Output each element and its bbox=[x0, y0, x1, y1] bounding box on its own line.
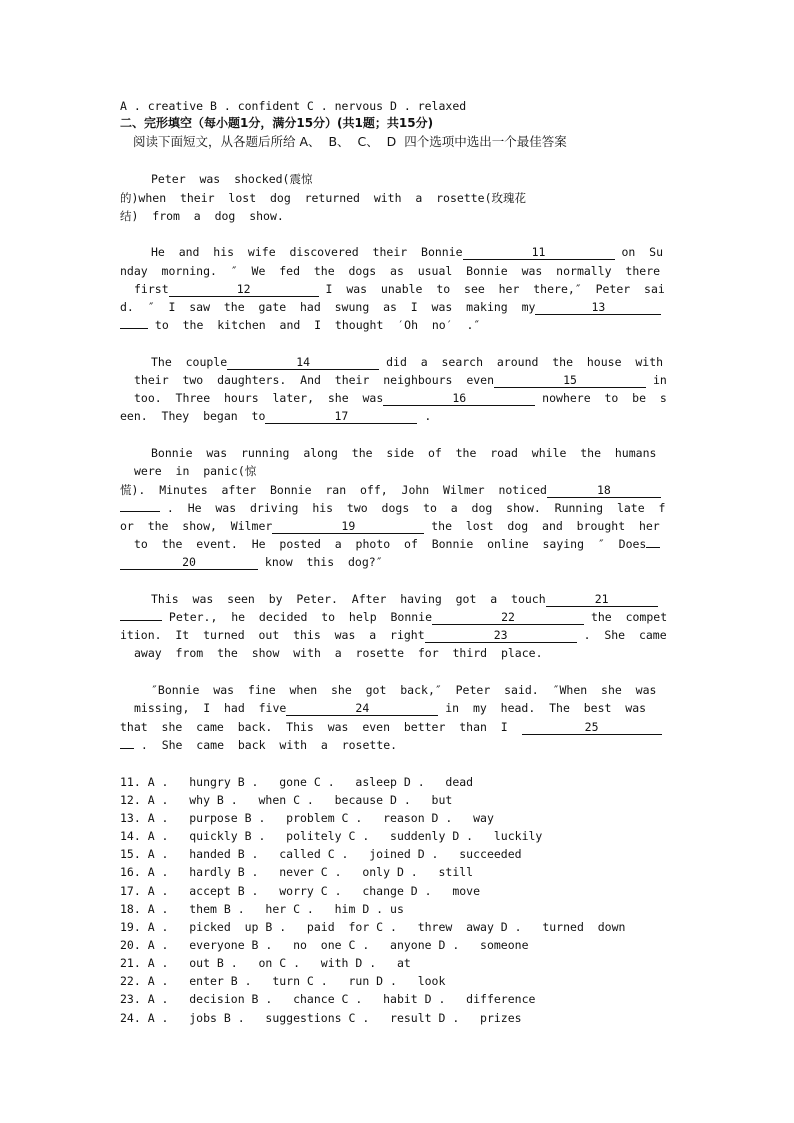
passage-text: een. They began to bbox=[120, 409, 266, 423]
blank-16[interactable]: 16 bbox=[383, 391, 535, 406]
passage-line bbox=[151, 244, 663, 260]
option-row-13: 13. A . purpose B . problem C . reason D . way bbox=[120, 811, 494, 825]
passage-line bbox=[120, 518, 660, 534]
blank-14[interactable]: 14 bbox=[227, 355, 379, 370]
passage-text: . He was driving his two dogs to a dog show. Running late f bbox=[160, 501, 666, 515]
passage-text: the lost dog and brought her bbox=[424, 519, 660, 533]
passage-text: too. Three hours later, she was bbox=[134, 391, 384, 405]
option-row-23: 23. A . decision B . chance C . habit D . difference bbox=[120, 992, 536, 1006]
passage-line bbox=[134, 390, 667, 406]
passage-text: in my head. The best was bbox=[438, 701, 647, 715]
passage-text: the compet bbox=[584, 610, 668, 624]
passage-line bbox=[120, 554, 383, 570]
blank-25-continued[interactable] bbox=[120, 748, 134, 749]
blank-18-continued[interactable] bbox=[120, 511, 160, 512]
blank-18[interactable]: 18 bbox=[547, 483, 661, 498]
passage-text: first bbox=[134, 282, 169, 296]
passage-text: . bbox=[417, 409, 432, 423]
blank-21-continued[interactable] bbox=[120, 620, 162, 621]
passage-text: or the show, Wilmer bbox=[120, 519, 273, 533]
passage-line: were in panic(惊 bbox=[134, 464, 257, 478]
blank-20[interactable]: 20 bbox=[120, 555, 258, 570]
blank-17[interactable]: 17 bbox=[265, 409, 417, 424]
option-row-17: 17. A . accept B . worry C . change D . move bbox=[120, 884, 481, 898]
passage-line bbox=[151, 354, 663, 370]
option-row-21: 21. A . out B . on C . with D . at bbox=[120, 956, 411, 970]
passage-line bbox=[134, 372, 667, 388]
option-row-14: 14. A . quickly B . politely C . suddenly D . luckily bbox=[120, 829, 543, 843]
passage-text: on Su bbox=[614, 245, 664, 259]
option-row-15: 15. A . handed B . called C . joined D . succeeded bbox=[120, 847, 522, 861]
passage-text: did a search around the house with bbox=[379, 355, 664, 369]
passage-line bbox=[120, 719, 662, 735]
passage-line: Peter was shocked(震惊 bbox=[151, 172, 313, 186]
passage-text: 慌). Minutes after Bonnie ran off, John Wilmer noticed bbox=[120, 483, 547, 497]
option-row-11: 11. A . hungry B . gone C . asleep D . dead bbox=[120, 775, 474, 789]
passage-text: know this dog?″ bbox=[258, 555, 383, 569]
passage-text: . She came back with a rosette. bbox=[134, 738, 398, 752]
blank-13-continued[interactable] bbox=[120, 328, 148, 329]
section-instruction: 阅读下面短文，从各题后所给 A、 B、 C、 D 四个选项中选出一个最佳答案 bbox=[133, 134, 567, 149]
option-row-22: 22. A . enter B . turn C . run D . look bbox=[120, 974, 446, 988]
passage-line bbox=[120, 609, 667, 625]
passage-line: away from the show with a rosette for third place. bbox=[134, 646, 543, 660]
passage-text: The couple bbox=[151, 355, 228, 369]
passage-line: 结) from a dog show. bbox=[120, 209, 284, 223]
passage-text: that she came back. This was even better than I bbox=[120, 720, 522, 734]
blank-15[interactable]: 15 bbox=[494, 373, 646, 388]
passage-text: I was unable to see her there,″ Peter sai bbox=[318, 282, 665, 296]
passage-line bbox=[120, 737, 397, 753]
option-row-19: 19. A . picked up B . paid for C . threw away D . turned down bbox=[120, 920, 626, 934]
passage-text: This was seen by Peter. After having got a touch bbox=[151, 592, 546, 606]
passage-text: to the event. He posted a photo of Bonnie online saying ″ Does bbox=[134, 537, 647, 551]
passage-text: Peter., he decided to help Bonnie bbox=[162, 610, 433, 624]
option-row-24: 24. A . jobs B . suggestions C . result D . prizes bbox=[120, 1011, 522, 1025]
passage-line: 的)when their lost dog returned with a rosette(玫瑰花 bbox=[120, 191, 527, 205]
passage-line bbox=[134, 281, 665, 297]
blank-25[interactable]: 25 bbox=[522, 720, 662, 735]
passage-line bbox=[120, 299, 661, 315]
passage-line bbox=[120, 627, 667, 643]
blank-21[interactable]: 21 bbox=[546, 592, 658, 607]
passage-line bbox=[120, 408, 431, 424]
passage-line bbox=[134, 536, 660, 552]
blank-22[interactable]: 22 bbox=[432, 610, 584, 625]
option-row-20: 20. A . everyone B . no one C . anyone D . someone bbox=[120, 938, 529, 952]
blank-12[interactable]: 12 bbox=[169, 282, 319, 297]
section-heading: 二、完形填空（每小题1分，满分15分）(共1题；共15分) bbox=[120, 116, 434, 130]
option-row-16: 16. A . hardly B . never C . only D . still bbox=[120, 865, 474, 879]
blank-24[interactable]: 24 bbox=[286, 701, 438, 716]
passage-text: . She came bbox=[576, 628, 667, 642]
passage-line bbox=[151, 591, 658, 607]
passage-text: in bbox=[646, 373, 667, 387]
passage-text: missing, I had five bbox=[134, 701, 287, 715]
passage-line: ″Bonnie was fine when she got back,″ Peter said. ″When she was bbox=[151, 683, 657, 697]
option-row-12: 12. A . why B . when C . because D . but bbox=[120, 793, 453, 807]
previous-question-options: A . creative B . confident C . nervous D . relaxed bbox=[120, 99, 467, 113]
passage-line bbox=[120, 317, 480, 333]
passage-line bbox=[120, 482, 661, 498]
passage-text: to the kitchen and I thought ′Oh no′ .″ bbox=[148, 318, 481, 332]
passage-line bbox=[120, 500, 665, 516]
passage-line bbox=[134, 700, 646, 716]
passage-text: their two daughters. And their neighbours even bbox=[134, 373, 495, 387]
passage-text: d. ″ I saw the gate had swung as I was making my bbox=[120, 300, 536, 314]
passage-line: nday morning. ″ We fed the dogs as usual Bonnie was normally there bbox=[120, 264, 661, 278]
blank-11[interactable]: 11 bbox=[463, 245, 615, 260]
passage-text: He and his wife discovered their Bonnie bbox=[151, 245, 463, 259]
blank-19[interactable]: 19 bbox=[272, 519, 424, 534]
blank-23[interactable]: 23 bbox=[425, 628, 577, 643]
passage-line: Bonnie was running along the side of the road while the humans bbox=[151, 446, 657, 460]
passage-text: nowhere to be s bbox=[535, 391, 667, 405]
option-row-18: 18. A . them B . her C . him D . us bbox=[120, 902, 404, 916]
passage-text: ition. It turned out this was a right bbox=[120, 628, 425, 642]
blank-13[interactable]: 13 bbox=[535, 300, 661, 315]
blank-20-start[interactable] bbox=[646, 547, 660, 548]
